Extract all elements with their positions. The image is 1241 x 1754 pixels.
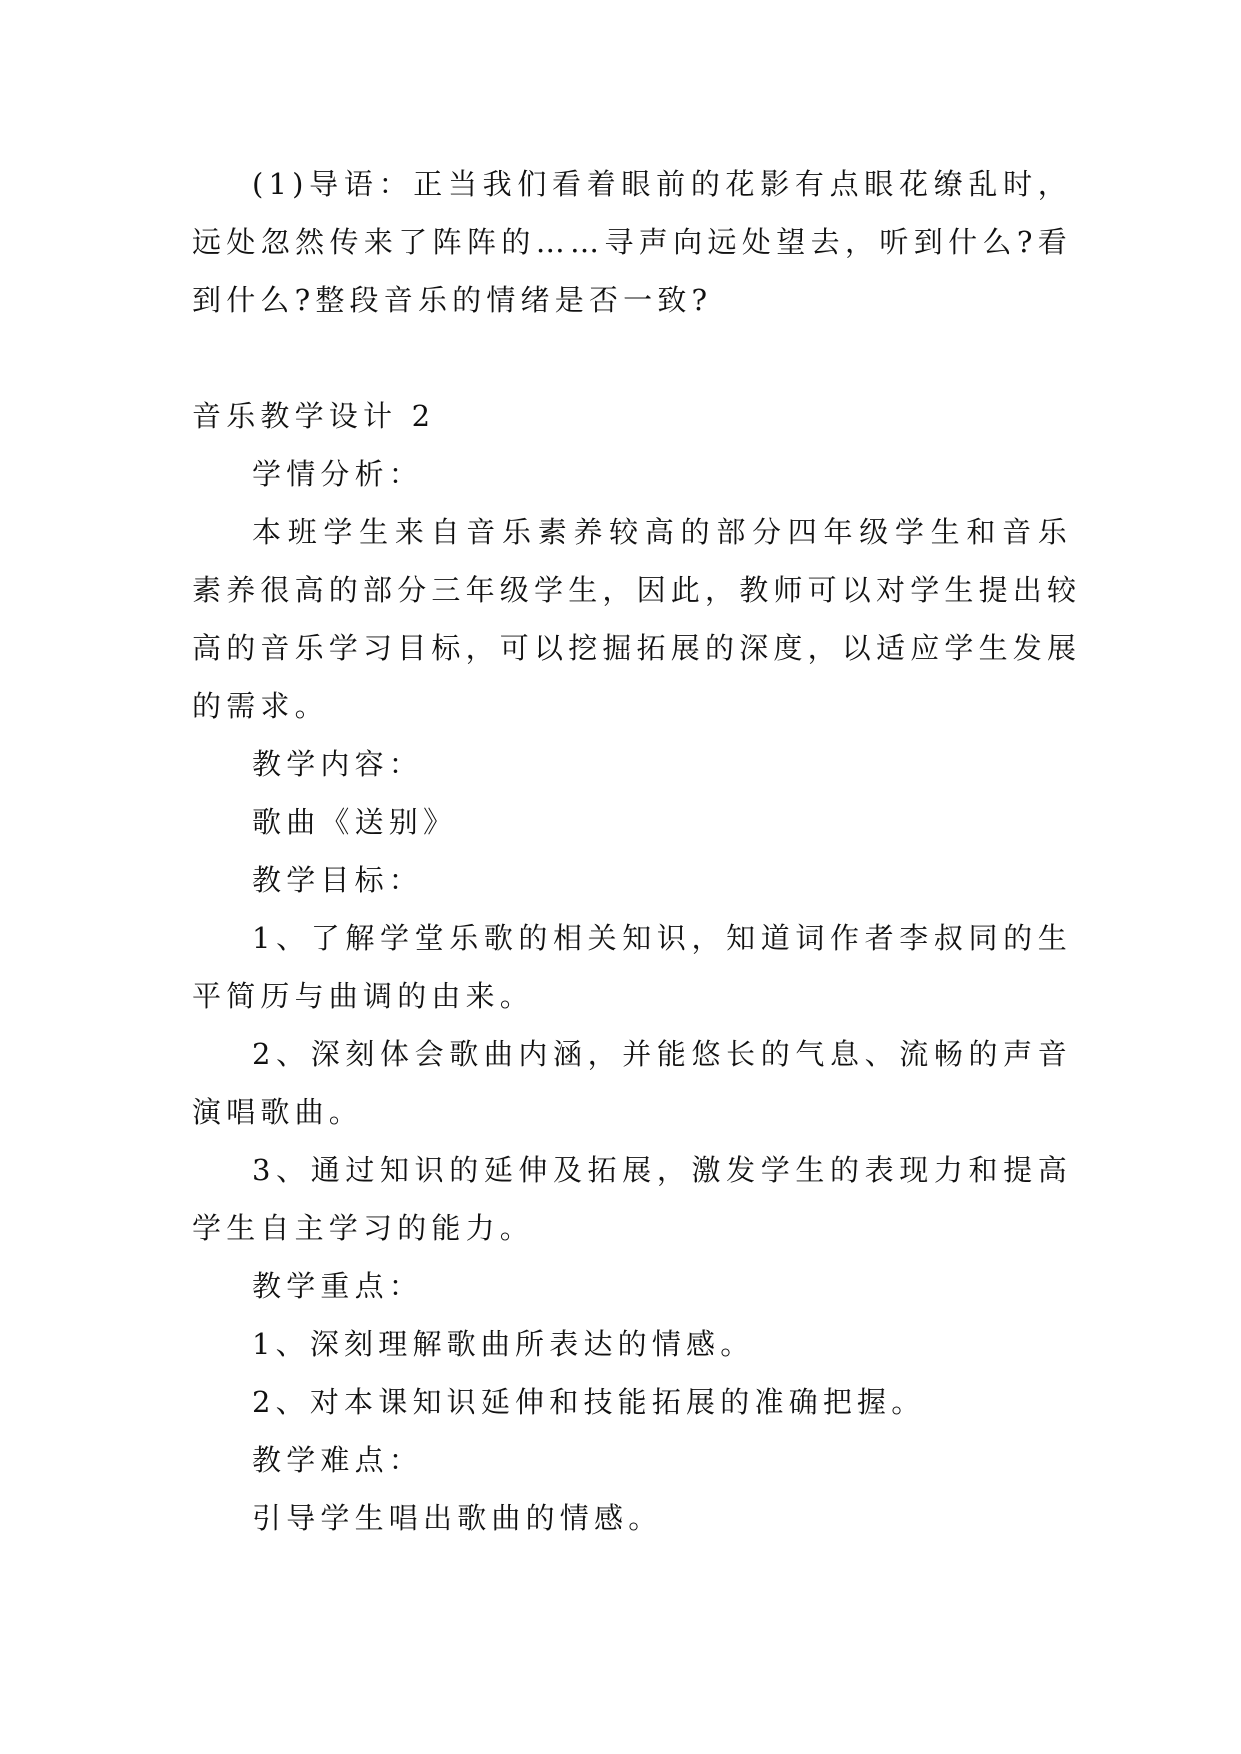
goals-heading: 教学目标： [252,863,424,897]
key-points-heading: 教学重点： [252,1269,424,1303]
difficulty-text: 引导学生唱出歌曲的情感。 [252,1501,663,1535]
intro-line-2: 远处忽然传来了阵阵的……寻声向远处望去，听到什么?看 [192,225,1072,259]
key-point-2: 2、对本课知识延伸和技能拓展的准确把握。 [252,1385,926,1419]
content-heading: 教学内容： [252,747,424,781]
section-title: 音乐教学设计 2 [192,399,436,433]
content-text: 歌曲《送别》 [252,805,458,839]
goal-2-line-2: 演唱歌曲。 [192,1095,364,1129]
goal-1-line-2: 平简历与曲调的由来。 [192,979,535,1013]
goal-1-line-1: 1、了解学堂乐歌的相关知识，知道词作者李叔同的生 [252,921,1072,955]
learning-analysis-line-4: 的需求。 [192,689,329,723]
learning-analysis-line-2: 素养很高的部分三年级学生，因此，教师可以对学生提出较 [192,573,1082,607]
key-point-1: 1、深刻理解歌曲所表达的情感。 [252,1327,755,1361]
intro-line-1: (1)导语：正当我们看着眼前的花影有点眼花缭乱时， [252,167,1072,201]
learning-analysis-line-3: 高的音乐学习目标，可以挖掘拓展的深度，以适应学生发展 [192,631,1082,665]
intro-line-3: 到什么?整段音乐的情绪是否一致? [192,283,713,317]
goal-2-line-1: 2、深刻体会歌曲内涵，并能悠长的气息、流畅的声音 [252,1037,1072,1071]
goal-3-line-1: 3、通过知识的延伸及拓展，激发学生的表现力和提高 [252,1153,1072,1187]
learning-analysis-line-1: 本班学生来自音乐素养较高的部分四年级学生和音乐 [252,515,1072,549]
difficulty-heading: 教学难点： [252,1443,424,1477]
goal-3-line-2: 学生自主学习的能力。 [192,1211,535,1245]
learning-analysis-heading: 学情分析： [252,457,424,491]
